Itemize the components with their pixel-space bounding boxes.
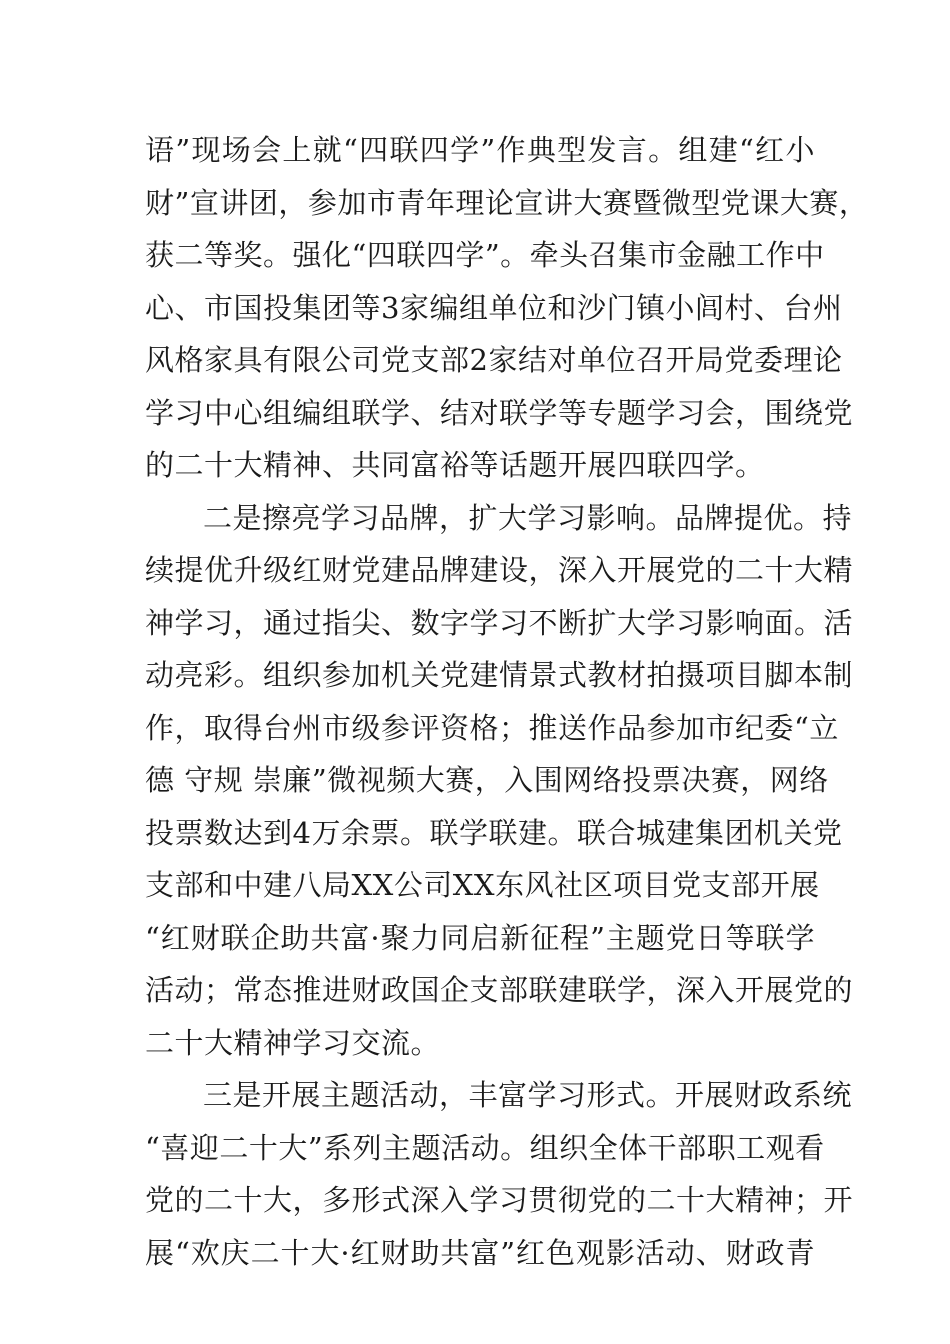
paragraph-2: [145, 492, 854, 1070]
text-line: 财”宣讲团，参加市青年理论宣讲大赛暨微型党课大赛，: [145, 185, 869, 220]
text-line: 二十大精神学习交流。: [145, 1025, 441, 1060]
text-line: 获二等奖。强化“四联四学”。牵头召集市金融工作中: [145, 238, 825, 272]
text-line: 续提优升级红财党建品牌建设，深入开展党的二十大精: [145, 553, 854, 587]
text-line: 展“欢庆二十大·红财助共富”红色观影活动、财政青: [145, 1235, 815, 1270]
text-line: 动亮彩。组织参加机关党建情景式教材拍摄项目脚本制: [145, 658, 854, 692]
text-line: 神学习，通过指尖、数字学习不断扩大学习影响面。活: [145, 605, 854, 640]
text-line: 三是开展主题活动，丰富学习形式。开展财政系统: [203, 1078, 853, 1112]
text-line: 二是擦亮学习品牌，扩大学习影响。品牌提优。持: [203, 500, 853, 535]
text-line: 支部和中建八局XX公司XX东风社区项目党支部开展: [145, 868, 820, 902]
text-line: 风格家具有限公司党支部2家结对单位召开局党委理论: [145, 343, 843, 377]
text-line: 党的二十大，多形式深入学习贯彻党的二十大精神；开: [145, 1183, 854, 1217]
paragraph-1: [145, 124, 869, 492]
paragraph-3: [145, 1069, 854, 1279]
text-line: 学习中心组编组联学、结对联学等专题学习会，围绕党: [145, 395, 854, 430]
text-line: 活动；常态推进财政国企支部联建联学，深入开展党的: [145, 973, 854, 1007]
document-body: [145, 124, 869, 1279]
text-line: 的二十大精神、共同富裕等话题开展四联四学。: [145, 448, 765, 482]
text-line: 心、市国投集团等3家编组单位和沙门镇小闾村、台州: [145, 290, 843, 325]
text-line: “喜迎二十大”系列主题活动。组织全体干部职工观看: [145, 1130, 825, 1165]
text-line: 作，取得台州市级参评资格；推送作品参加市纪委“立: [145, 710, 839, 745]
text-line: 语”现场会上就“四联四学”作典型发言。组建“红小: [145, 133, 815, 167]
text-line: 德 守规 崇廉”微视频大赛，入围网络投票决赛，网络: [145, 763, 829, 797]
text-line: 投票数达到4万余票。联学联建。联合城建集团机关党: [145, 815, 843, 850]
text-line: “红财联企助共富·聚力同启新征程”主题党日等联学: [145, 920, 815, 955]
